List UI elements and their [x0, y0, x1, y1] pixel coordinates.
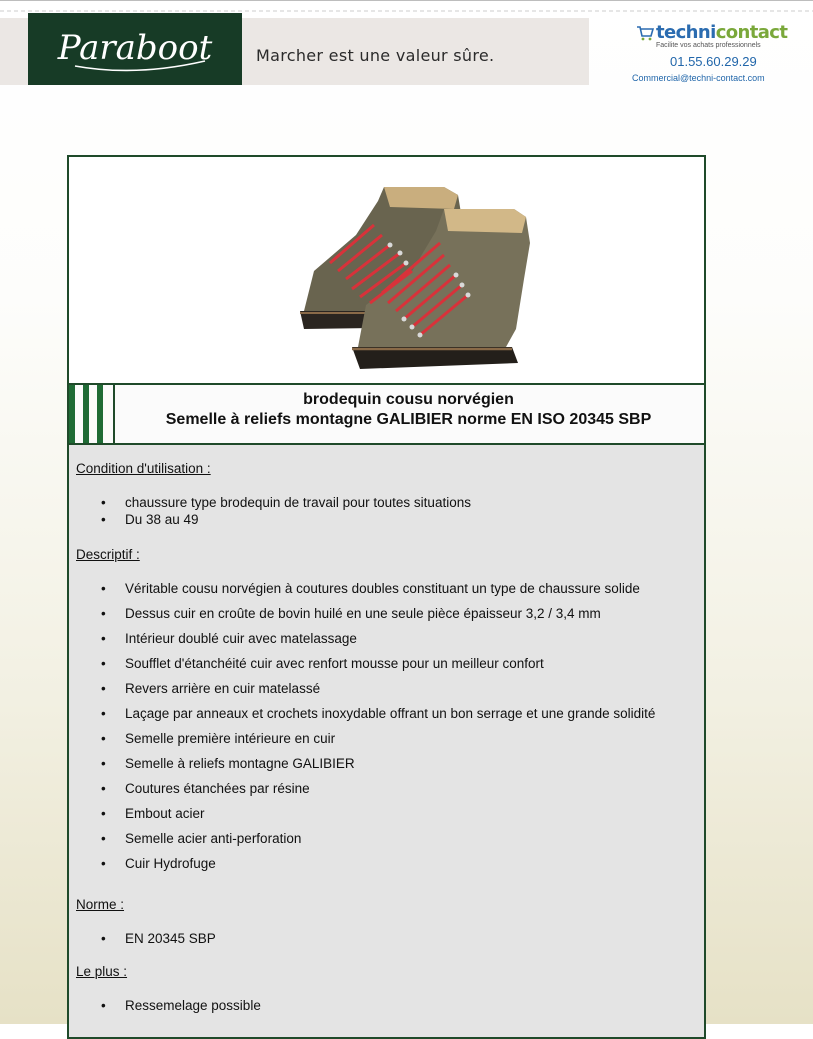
descriptif-heading: Descriptif : — [76, 547, 140, 562]
vendor-tagline: Facilite vos achats professionnels — [656, 42, 761, 49]
product-title — [113, 390, 704, 430]
vendor-name-part1: techni — [656, 22, 716, 43]
plus-heading: Le plus : — [76, 964, 128, 979]
vendor-name-part2: contact — [715, 22, 788, 43]
vendor-email[interactable]: Commercial@techni-contact.com — [632, 73, 765, 83]
boots-illustration — [286, 179, 581, 377]
paraboot-logo — [28, 13, 242, 85]
vendor-logo — [656, 22, 787, 43]
product-sheet — [67, 155, 706, 1039]
brand-slogan: Marcher est une valeur sûre. — [256, 46, 495, 65]
norme-heading: Norme : — [76, 897, 125, 912]
product-title-line2: Semelle à reliefs montagne GALIBIER norme EN ISO 20345 SBP — [165, 411, 652, 428]
product-details: Condition d'utilisation : chaussure type brodequin de travail pour toutes situations Du 38 au 49 Descriptif : Véritable cousu norvégien à coutures doubles constituant un type de chaussure solide Dessus cuir en croûte de bovin huilé en une seule pièce épaisseur 3,2 / 3,4 mm Intérieur doublé cuir avec matelassage Soufflet d'étanchéité cuir avec renfort mousse pour un meilleur confort Revers arrière en cuir matelassé Laçage par anneaux et crochets inoxydable offrant un bon serrage et une grande solidité Semelle première intérieure en cuir Semelle à reliefs montagne GALIBIER Coutures étanchées par résine Embout acier Semelle acier anti-perforation Cuir Hydrofuge Norme : EN 20345 SBP Le plus : Ressemelage possible — [69, 445, 704, 1037]
condition-heading: Condition d'utilisation : — [76, 461, 211, 476]
paraboot-logo-text: Paraboot — [57, 28, 213, 68]
vendor-block — [630, 22, 788, 86]
shopping-cart-icon — [636, 25, 654, 41]
vendor-phone[interactable]: 01.55.60.29.29 — [670, 54, 757, 69]
product-image — [69, 157, 704, 383]
product-title-line1: brodequin cousu norvégien — [303, 391, 514, 408]
green-stripes-decoration — [69, 385, 115, 443]
product-title-band — [69, 383, 704, 445]
